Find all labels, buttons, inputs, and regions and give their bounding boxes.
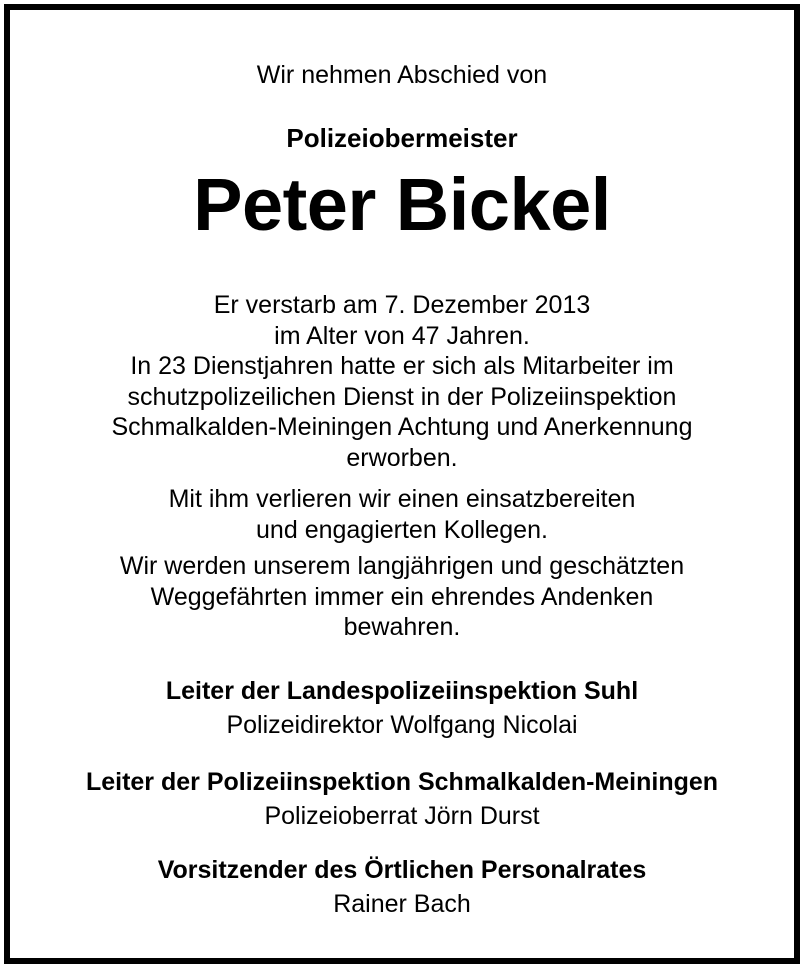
signatory-name: Polizeioberrat Jörn Durst <box>264 802 540 830</box>
text-line: Weggefährten immer ein ehrendes Andenken <box>150 582 654 611</box>
signatory-role: Leiter der Polizeiinspektion Schmalkalden-Meiningen <box>85 768 719 796</box>
paragraph-loss <box>10 484 794 545</box>
deceased-name: Peter Bickel <box>193 163 611 246</box>
text-line: bewahren. <box>343 613 461 641</box>
paragraph-death-date <box>10 290 794 351</box>
text-line: im Alter von 47 Jahren. <box>274 321 530 350</box>
paragraph-remembrance <box>10 551 794 643</box>
signatory-role: Vorsitzender des Örtlichen Personalrates <box>157 856 647 884</box>
text-line: und engagierten Kollegen. <box>256 515 548 544</box>
text-line: Er verstarb am 7. Dezember 2013 <box>213 291 591 319</box>
deceased-rank: Polizeiobermeister <box>286 123 518 153</box>
signatory-name: Rainer Bach <box>333 890 471 918</box>
text-line: Wir werden unserem langjährigen und geschätzten <box>119 552 685 580</box>
obituary-frame <box>4 4 800 964</box>
text-line: In 23 Dienstjahren hatte er sich als Mitarbeiter im <box>130 352 674 380</box>
signatory-block <box>10 853 794 921</box>
signatory-name: Polizeidirektor Wolfgang Nicolai <box>226 711 578 739</box>
signatory-block <box>10 674 794 742</box>
intro-text: Wir nehmen Abschied von <box>256 61 548 89</box>
text-line: Schmalkalden-Meiningen Achtung und Anerkennung <box>111 413 693 441</box>
signatory-block <box>10 765 794 833</box>
text-line: schutzpolizeilichen Dienst in der Polizeiinspektion <box>127 382 677 411</box>
text-line: Mit ihm verlieren wir einen einsatzbereiten <box>168 485 636 513</box>
text-line: erworben. <box>346 443 458 472</box>
paragraph-service <box>10 351 794 473</box>
signatory-role: Leiter der Landespolizeiinspektion Suhl <box>165 677 639 705</box>
